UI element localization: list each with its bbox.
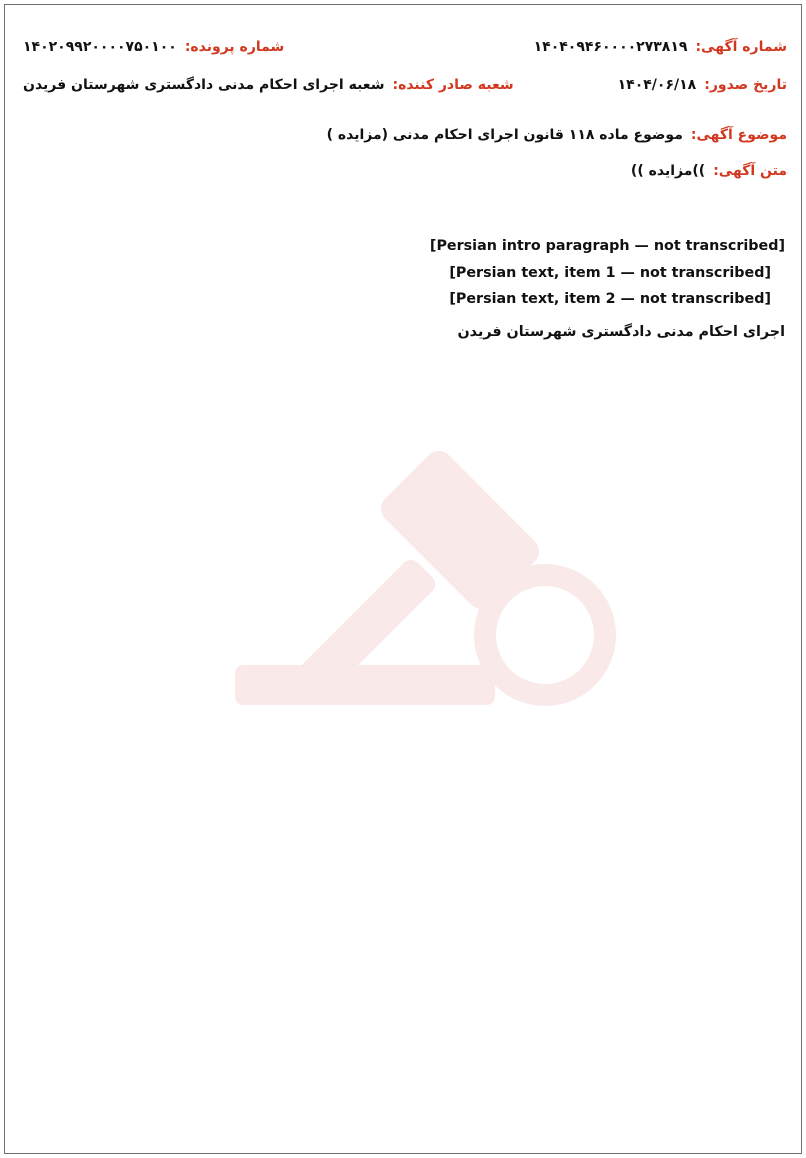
ad-text-label: متن آگهی: bbox=[713, 163, 787, 179]
ad-text-heading bbox=[631, 163, 787, 179]
header-row-date-issuer bbox=[23, 77, 787, 93]
body-item-1: [Persian text, item 1 — not transcribed] bbox=[449, 264, 771, 281]
ad-number-value: ۱۴۰۴۰۹۴۶۰۰۰۰۲۷۳۸۱۹ bbox=[533, 39, 688, 55]
case-number-value: ۱۴۰۲۰۹۹۲۰۰۰۰۷۵۰۱۰۰ bbox=[23, 39, 177, 55]
ad-body bbox=[25, 233, 785, 345]
body-intro-paragraph: [Persian intro paragraph — not transcribed] bbox=[429, 238, 785, 254]
issuer-label: شعبه صادر کننده: bbox=[392, 77, 514, 93]
header-row-numbers bbox=[23, 39, 787, 55]
issuer-field bbox=[23, 77, 514, 93]
ad-subject bbox=[327, 127, 787, 143]
issue-date-label: تاریخ صدور: bbox=[704, 77, 787, 93]
signature: اجرای احکام مدنی دادگستری شهرستان فریدن bbox=[457, 323, 785, 340]
issue-date-value: ۱۴۰۴/۰۶/۱۸ bbox=[617, 77, 697, 93]
body-item-2: [Persian text, item 2 — not transcribed] bbox=[449, 291, 771, 307]
ad-number-field bbox=[534, 39, 787, 55]
ad-subject-value: موضوع ماده ۱۱۸ قانون اجرای احکام مدنی (مزایده ) bbox=[326, 127, 683, 143]
ad-number-label: شماره آگهی: bbox=[695, 39, 787, 55]
document-frame bbox=[4, 4, 802, 1154]
ad-subject-label: موضوع آگهی: bbox=[690, 127, 787, 143]
case-number-label: شماره پرونده: bbox=[184, 39, 285, 55]
issuer-value: شعبه اجرای احکام مدنی دادگستری شهرستان فریدن bbox=[23, 77, 385, 93]
hammer-gavel-icon bbox=[115, 435, 675, 735]
case-number-field bbox=[23, 39, 284, 55]
issue-date-field bbox=[618, 77, 787, 93]
ad-text-value: ))مزایده )) bbox=[630, 163, 706, 179]
